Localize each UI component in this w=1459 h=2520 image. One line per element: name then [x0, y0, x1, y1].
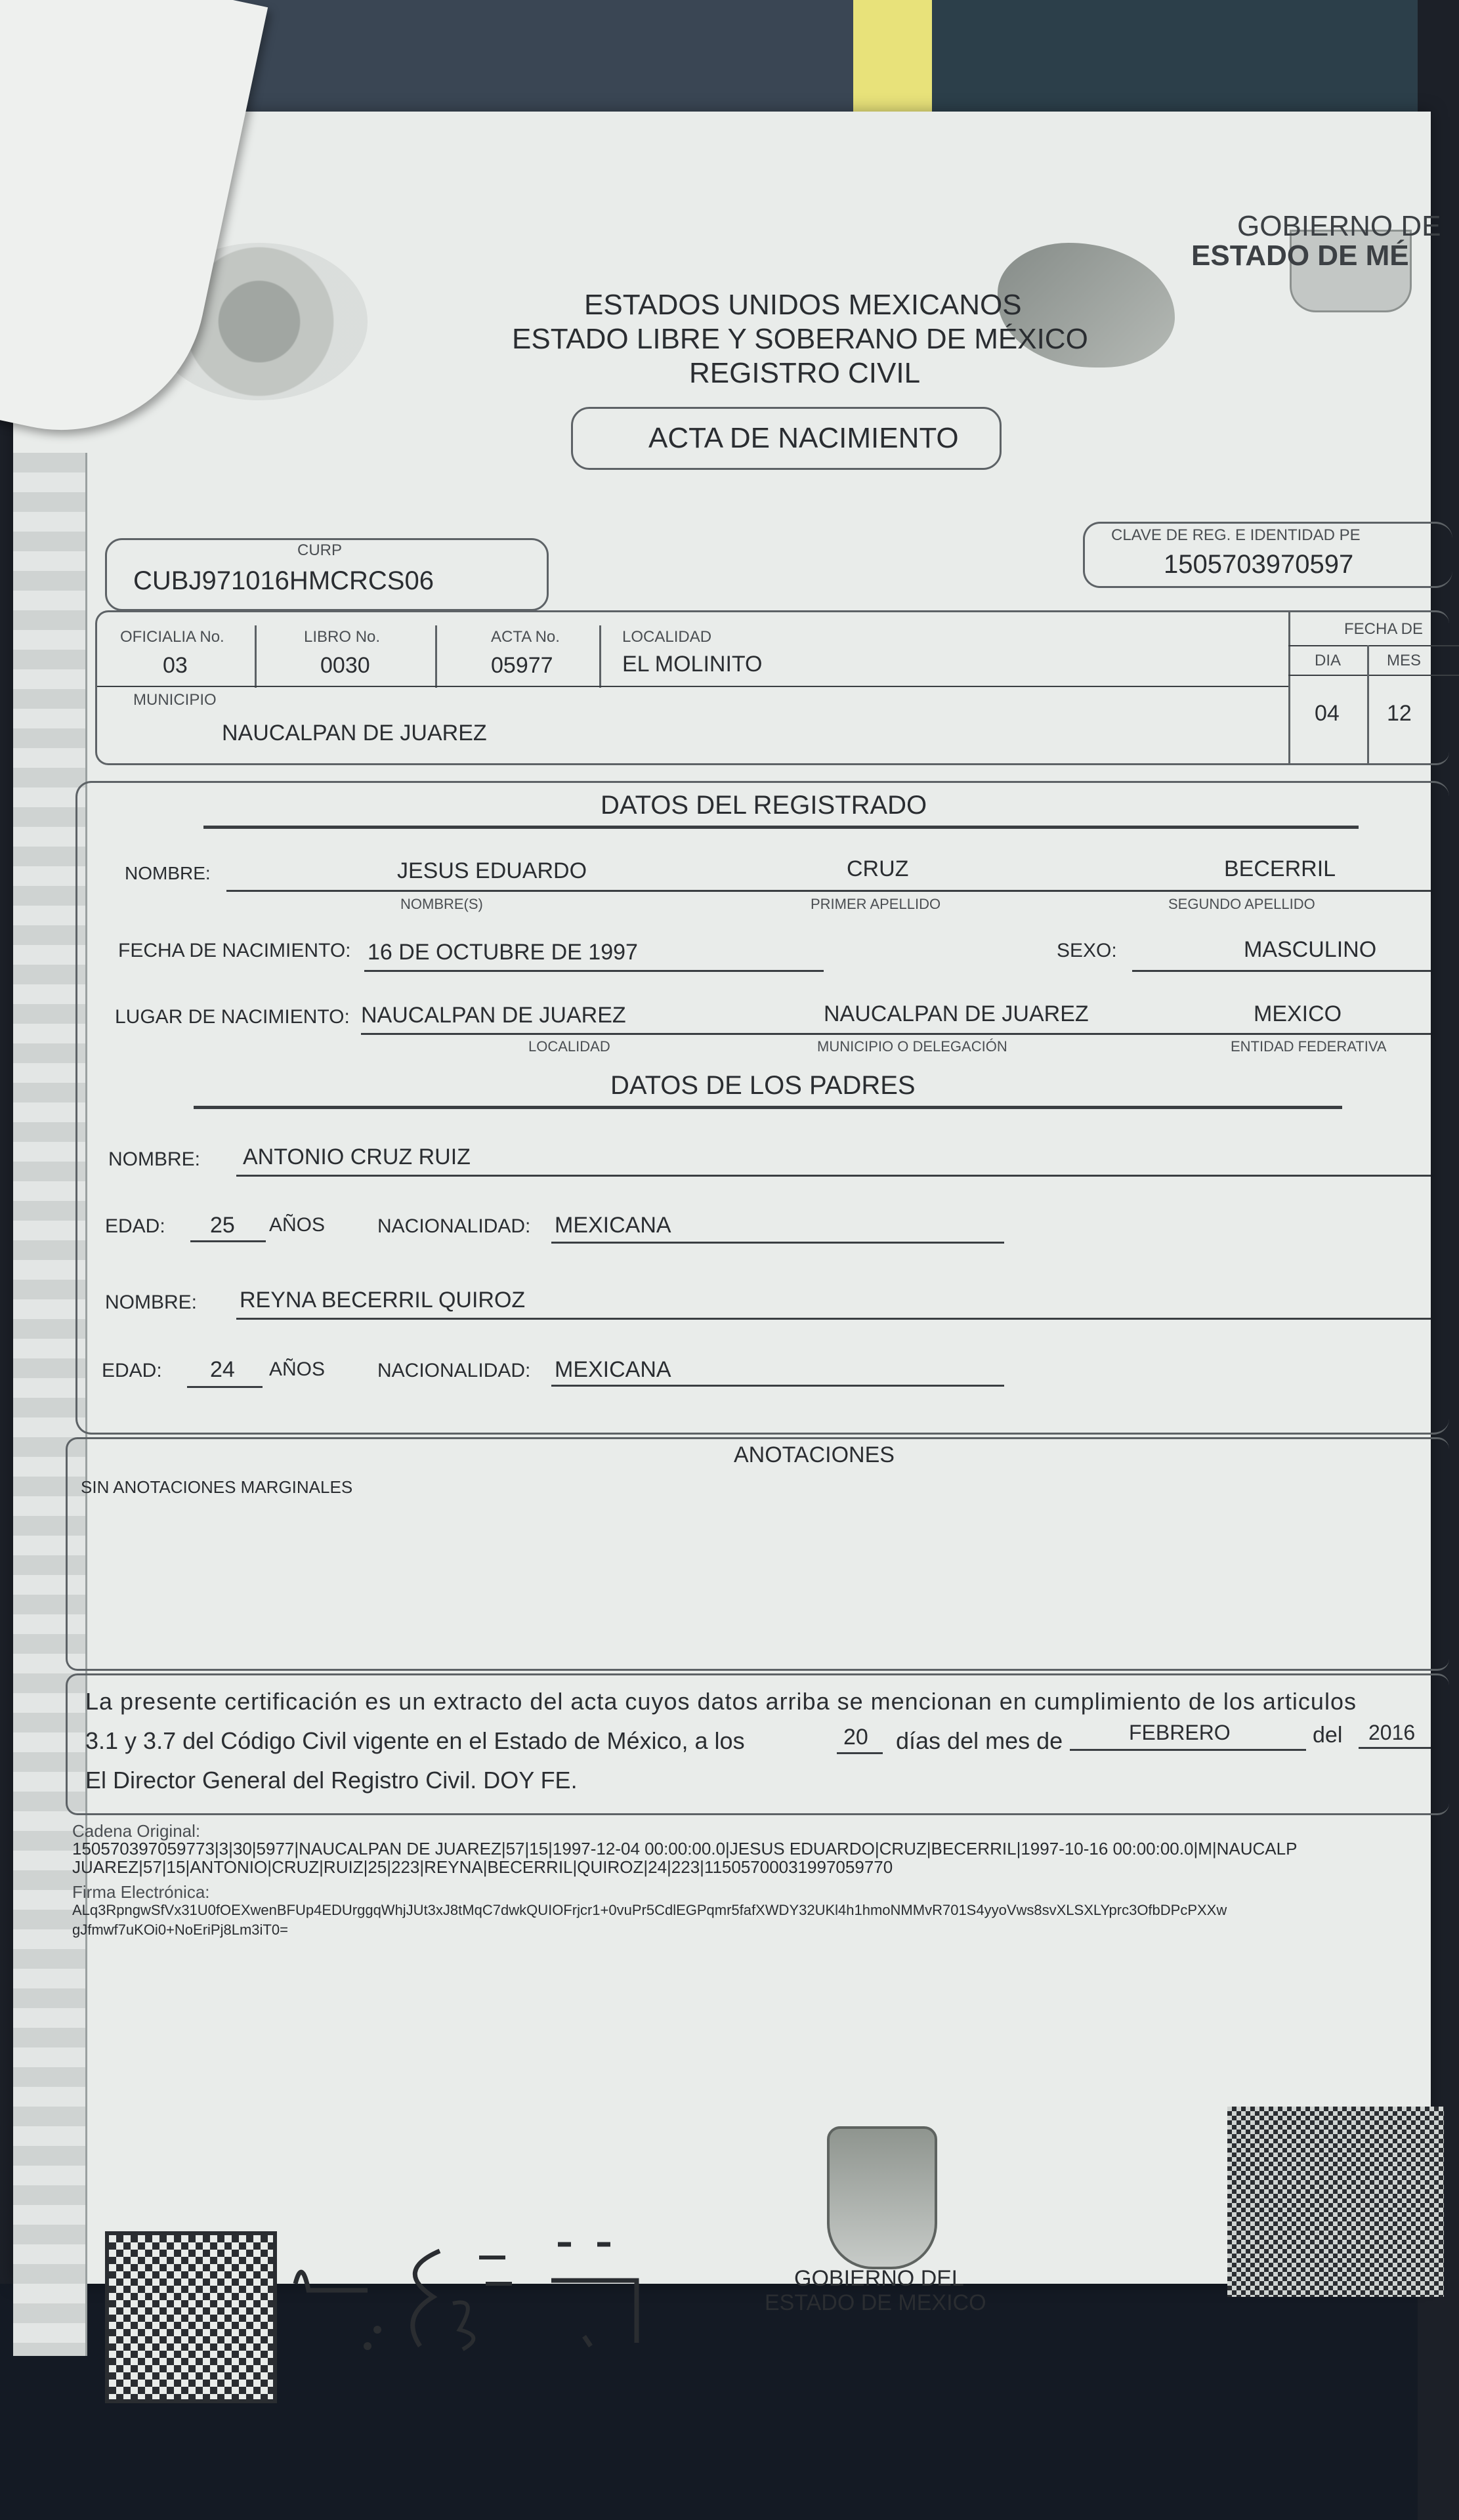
certificacion-del: del — [1313, 1723, 1343, 1748]
clave-label: CLAVE DE REG. E IDENTIDAD PE — [1111, 526, 1361, 544]
madre-edad-label: EDAD: — [102, 1360, 162, 1381]
certificacion-anio: 2016 — [1368, 1721, 1416, 1744]
madre-nombre-label: NOMBRE: — [105, 1292, 198, 1313]
municipio-value: NAUCALPAN DE JUAREZ — [222, 721, 487, 746]
background-top-right — [932, 0, 1418, 125]
oficialia-label: OFICIALIA No. — [120, 628, 224, 646]
curp-value: CUBJ971016HMCRCS06 — [133, 566, 434, 595]
lugar-municipio: NAUCALPAN DE JUAREZ — [824, 1001, 1089, 1026]
title-line3: REGISTRO CIVIL — [689, 357, 921, 389]
padre-nacionalidad: MEXICANA — [555, 1213, 671, 1238]
segundo-apellido-caption: SEGUNDO APELLIDO — [1168, 896, 1315, 912]
localidad-value: EL MOLINITO — [622, 652, 763, 677]
fecha-nacimiento-value: 16 DE OCTUBRE DE 1997 — [368, 940, 638, 965]
oficialia-value: 03 — [163, 653, 188, 678]
localidad-caption: LOCALIDAD — [528, 1038, 610, 1055]
gobierno-line1: GOBIERNO DE — [1237, 210, 1441, 242]
document-type-box — [571, 407, 1002, 470]
anotaciones-title: ANOTACIONES — [734, 1442, 895, 1467]
entidad-caption: ENTIDAD FEDERATIVA — [1231, 1038, 1387, 1055]
gobierno-line2: ESTADO DE MÉ — [1191, 240, 1409, 272]
acta-label: ACTA No. — [491, 628, 560, 646]
state-coat-of-arms-icon — [827, 2126, 937, 2269]
registrado-nombre-label: NOMBRE: — [125, 863, 211, 883]
mes-label: MES — [1387, 652, 1422, 669]
madre-nacionalidad: MEXICANA — [555, 1357, 671, 1382]
title-line1: ESTADOS UNIDOS MEXICANOS — [584, 289, 1022, 321]
certificacion-line3: El Director General del Registro Civil. DOY FE. — [85, 1767, 578, 1794]
dia-label: DIA — [1315, 652, 1342, 669]
clave-box — [1083, 522, 1452, 588]
padre-anos-label: AÑOS — [269, 1214, 326, 1236]
acta-value: 05977 — [491, 653, 553, 678]
madre-nombre: REYNA BECERRIL QUIROZ — [240, 1288, 526, 1312]
primer-apellido-caption: PRIMER APELLIDO — [811, 896, 941, 912]
birth-certificate-page — [13, 112, 1441, 2315]
signature-icon — [289, 2231, 656, 2356]
document-type: ACTA DE NACIMIENTO — [648, 422, 959, 454]
registrado-section-title: DATOS DEL REGISTRADO — [601, 791, 927, 820]
madre-nacionalidad-label: NACIONALIDAD: — [377, 1360, 531, 1381]
fecha-label: FECHA DE — [1344, 620, 1424, 638]
footer-gobierno-line1: GOBIERNO DEL — [794, 2266, 964, 2291]
sexo-value: MASCULINO — [1244, 937, 1377, 962]
certificacion-dias: 20 — [843, 1725, 868, 1750]
firma-line2: gJfmwf7uKOi0+NoEriPj8Lm3iT0= — [72, 1922, 288, 1938]
registrado-nombres: JESUS EDUARDO — [397, 858, 587, 883]
firma-label: Firma Electrónica: — [72, 1882, 210, 1902]
certificacion-line2a: 3.1 y 3.7 del Código Civil vigente en el Estado de México, a los — [85, 1727, 745, 1754]
curp-box — [105, 538, 549, 611]
fecha-nacimiento-label: FECHA DE NACIMIENTO: — [118, 940, 351, 961]
curp-label: CURP — [297, 541, 343, 559]
madre-anos-label: AÑOS — [269, 1358, 326, 1380]
lugar-localidad: NAUCALPAN DE JUAREZ — [361, 1003, 626, 1028]
anotaciones-text: SIN ANOTACIONES MARGINALES — [81, 1477, 353, 1497]
title-line2: ESTADO LIBRE Y SOBERANO DE MÉXICO — [512, 323, 1088, 355]
padre-nombre: ANTONIO CRUZ RUIZ — [243, 1144, 471, 1169]
nombres-caption: NOMBRE(S) — [400, 896, 483, 912]
padre-edad-label: EDAD: — [105, 1215, 165, 1237]
certificacion-line2b: días del mes de — [896, 1727, 1063, 1754]
padre-edad: 25 — [210, 1213, 235, 1238]
certificacion-mes: FEBRERO — [1129, 1721, 1231, 1744]
mes-value: 12 — [1387, 701, 1412, 726]
padres-section-title: DATOS DE LOS PADRES — [610, 1071, 916, 1100]
cadena-line1: 150570397059773|3|30|5977|NAUCALPAN DE JUAREZ|57|15|1997-12-04 00:00:00.0|JESUS EDUARDO|CRUZ|BECERRIL|1997-10-16 00:00:00.0|M|NAUCALP — [72, 1839, 1298, 1858]
background-yellow-paper — [853, 0, 932, 112]
clave-value: 150570397059​7 — [1164, 550, 1354, 579]
registry-table — [95, 610, 1449, 765]
localidad-label: LOCALIDAD — [622, 628, 712, 646]
registrado-primer-apellido: CRUZ — [847, 856, 909, 881]
municipio-label: MUNICIPIO — [133, 691, 217, 709]
municipio-caption: MUNICIPIO O DELEGACIÓN — [817, 1038, 1007, 1055]
barcode-2d-icon — [1227, 2107, 1444, 2297]
padre-nacionalidad-label: NACIONALIDAD: — [377, 1215, 531, 1237]
qr-code-icon — [105, 2231, 277, 2403]
sexo-label: SEXO: — [1057, 940, 1117, 961]
lugar-nacimiento-label: LUGAR DE NACIMIENTO: — [115, 1006, 350, 1028]
cadena-line2: JUAREZ|57|15|ANTONIO|CRUZ|RUIZ|25|223|REYNA|BECERRIL|QUIROZ|24|223|1150570003199​7059770 — [72, 1857, 893, 1877]
firma-line1: ALq3RpngwSfVx31U0fOEXwenBFUp4EDUrggqWhjJUt3xJ8tMqC7dwkQUIOFrjcr1+0vuPr5CdlEGPqmr5fafXWDY32UKl4h1hmoNMMvR701S4yyoVws8svXLSXLYprc3OfbDPcPXXw — [72, 1902, 1227, 1918]
lugar-entidad: MEXICO — [1254, 1001, 1342, 1026]
dia-value: 04 — [1315, 701, 1340, 726]
padre-nombre-label: NOMBRE: — [108, 1148, 201, 1170]
cadena-label: Cadena Original: — [72, 1821, 201, 1841]
libro-label: LIBRO No. — [304, 628, 381, 646]
footer-gobierno-line2: ESTADO DE MEXICO — [765, 2290, 986, 2315]
libro-value: 0030 — [320, 653, 370, 678]
registrado-segundo-apellido: BECERRIL — [1224, 856, 1336, 881]
madre-edad: 24 — [210, 1357, 235, 1382]
certificacion-line1: La presente certificación es un extracto del acta cuyos datos arriba se mencionan en cumplimiento de los articulos — [85, 1688, 1357, 1715]
anotaciones-box — [66, 1437, 1449, 1671]
